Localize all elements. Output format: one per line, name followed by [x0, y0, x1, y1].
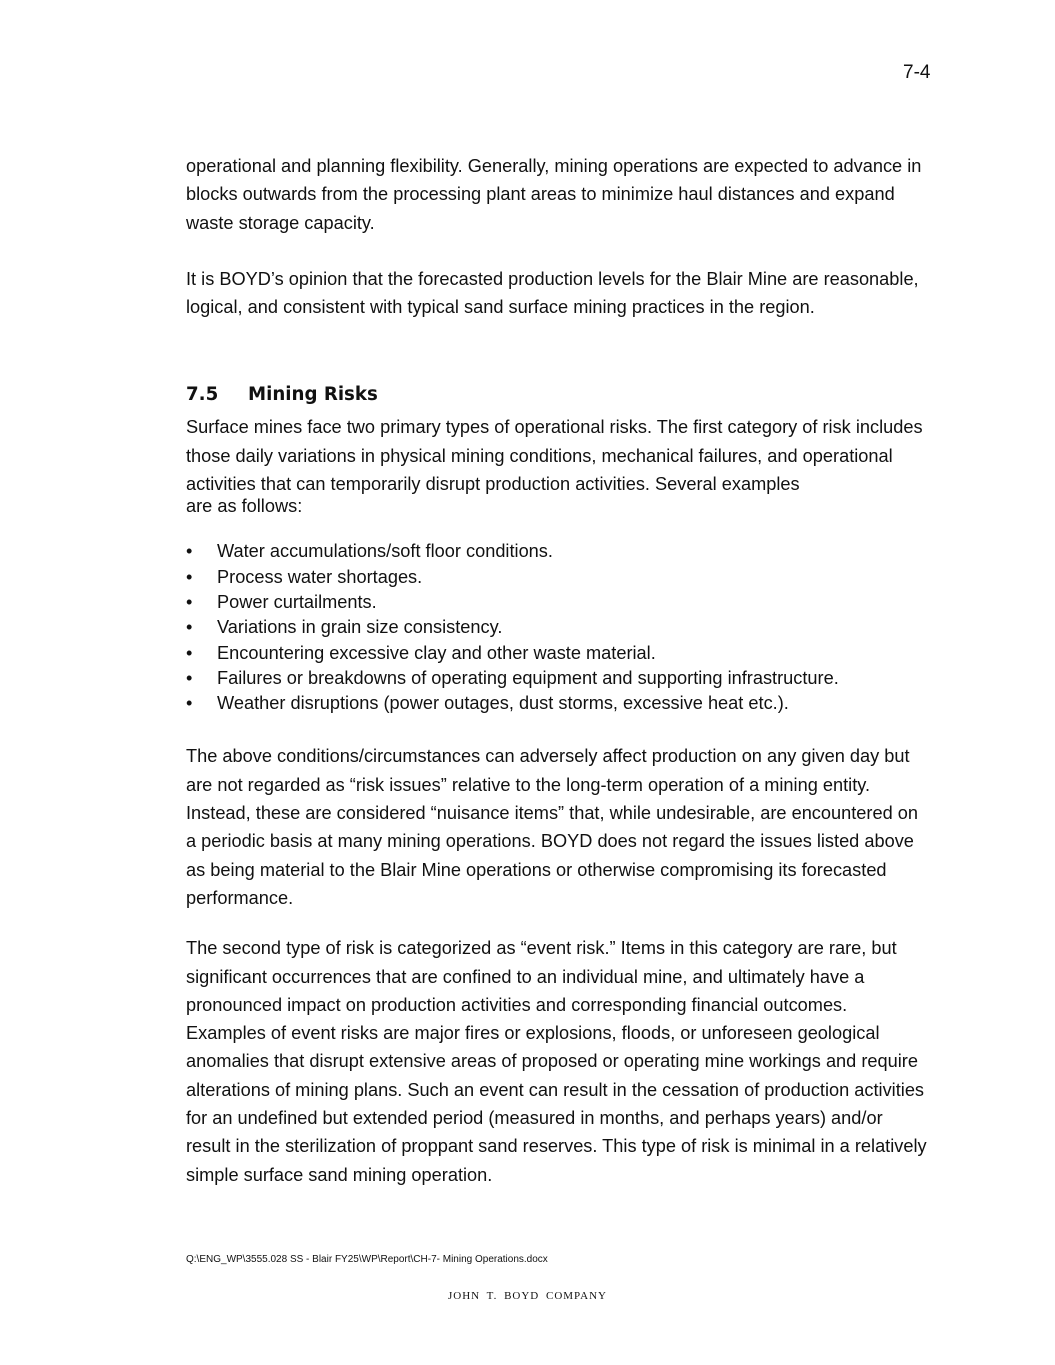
list-item: • Water accumulations/soft floor conditions.: [186, 539, 931, 564]
paragraph-intro: operational and planning flexibility. Generally, mining operations are expected to advance in blocks outwards from the processing plant areas to minimize haul distances and expand waste storage capacity.: [186, 156, 922, 233]
list-item: • Encountering excessive clay and other waste material.: [186, 641, 931, 666]
paragraph-nuisance-items: The above conditions/circumstances can adversely affect production on any given day but are not regarded as “risk issues” relative to the long-term operation of a mining entity. Instead, these are considered “nuisance items” that, while undesirable, are encountered on a periodic basis at many mining operations. BOYD does not regard the issues listed above as being material to the Blair Mine operations or otherwise compromising its forecasted performance.: [186, 746, 918, 908]
list-item: • Power curtailments.: [186, 590, 931, 615]
section-number: 7.5: [186, 384, 219, 406]
bullet-icon: •: [186, 541, 193, 562]
section-title: Mining Risks: [248, 384, 378, 406]
bullet-icon: •: [186, 642, 193, 663]
paragraph-event-risk: The second type of risk is categorized as “event risk.” Items in this category are rare, but significant occurrences that are confined to an individual mine, and ultimately have a pronounced impact on production activities and corresponding financial outcomes. Examples of event risks are major fires or explosions, floods, or unforeseen geological anomalies that disrupt extensive areas of proposed or operating mine workings and require alterations of mining plans. Such an event can result in the cessation of production activities for an undefined but extended period (measured in months, and perhaps years) and/or result in the sterilization of proppant sand reserves. This type of risk is minimal in a relatively simple surface sand mining operation.: [186, 938, 927, 1185]
list-item: • Weather disruptions (power outages, dust storms, excessive heat etc.).: [186, 691, 931, 716]
paragraph-risk-types: [186, 413, 931, 515]
bullet-icon: •: [186, 693, 193, 714]
risk-examples-list: [186, 539, 931, 716]
bullet-icon: •: [186, 667, 193, 688]
paragraph-opinion: It is BOYD’s opinion that the forecasted production levels for the Blair Mine are reasonable, logical, and consistent with typical sand surface mining practices in the region.: [186, 268, 919, 318]
bullet-icon: •: [186, 566, 193, 587]
bullet-icon: •: [186, 617, 193, 638]
list-item: • Failures or breakdowns of operating equipment and supporting infrastructure.: [186, 666, 931, 691]
paragraph-risk-types-main: Surface mines face two primary types of operational risks. The first category of risk includes those daily variations in physical mining conditions, mechanical failures, and operational activities that can temporarily disrupt production activities. Several examples: [186, 417, 923, 495]
bullet-icon: •: [186, 591, 193, 612]
footer-company-name: JOHN T. BOYD COMPANY: [448, 1290, 607, 1302]
footer-file-path: Q:\ENG_WP\3555.028 SS - Blair FY25\WP\Report\CH-7- Mining Operations.docx: [186, 1254, 548, 1265]
list-item: • Process water shortages.: [186, 565, 931, 590]
section-heading: [186, 383, 931, 407]
paragraph-risk-types-last-line: are as follows:: [186, 496, 303, 517]
list-item: • Variations in grain size consistency.: [186, 615, 931, 640]
document-body: [186, 152, 931, 1189]
page-number: 7-4: [903, 62, 931, 83]
